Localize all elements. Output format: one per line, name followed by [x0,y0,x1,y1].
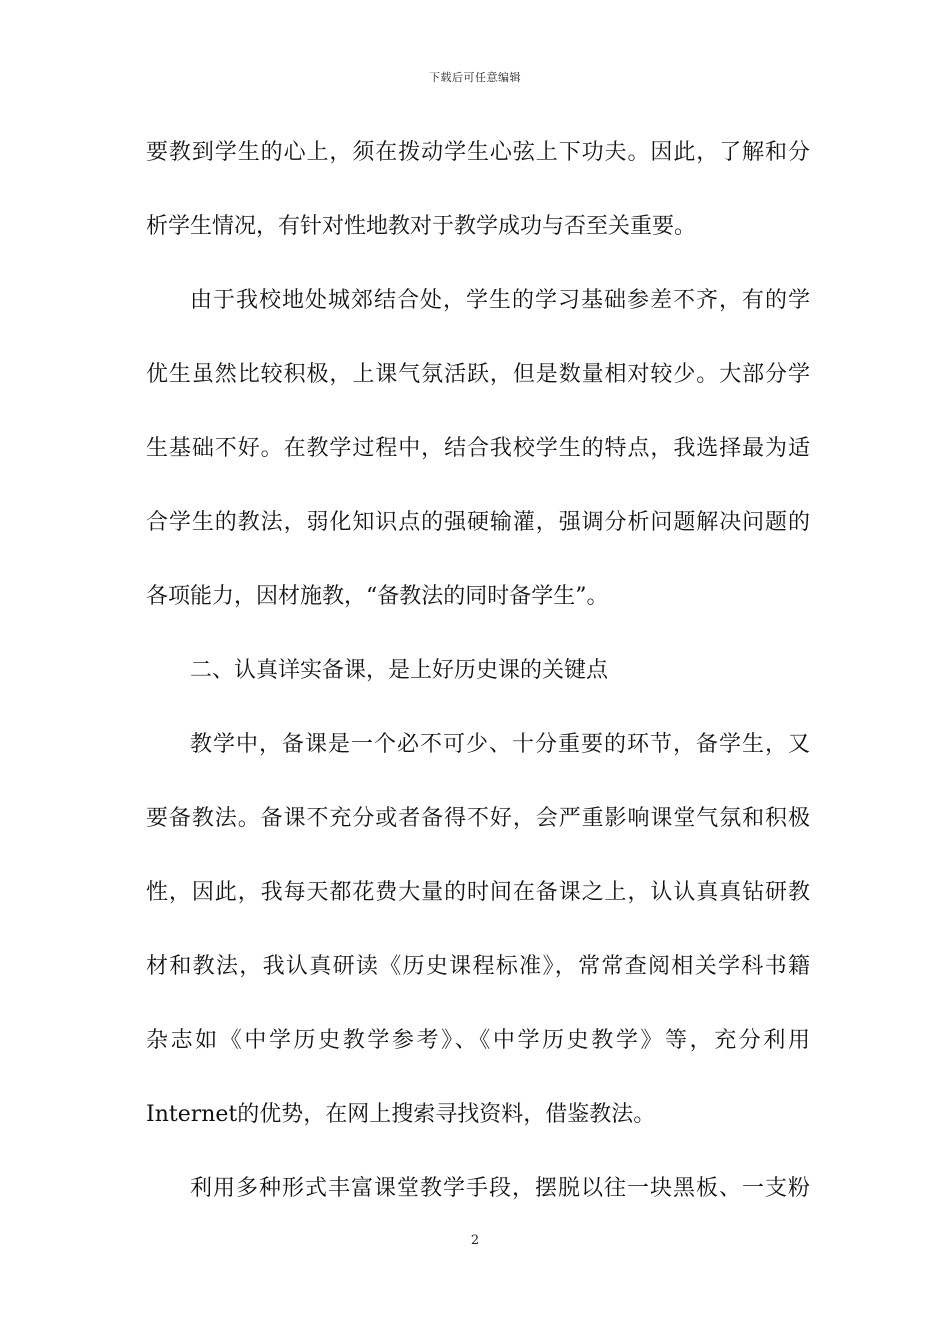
page-number: 2 [470,1233,480,1248]
text-line: 材和教法，我认真研读《历史课程标准》，常常查阅相关学科书籍 [146,954,810,979]
text-line: 优生虽然比较积极，上课气氛活跃，但是数量相对较少。大部分学 [146,362,810,387]
text-line: 合学生的教法，弱化知识点的强硬输灌，强调分析问题解决问题的 [146,510,810,535]
text-line: 各项能力，因材施教，“备教法的同时备学生”。 [146,584,609,609]
text-line: Internet的优势，在网上搜索寻找资料，借鉴教法。 [146,1102,656,1127]
text-line: 教学中，备课是一个必不可少、十分重要的环节，备学生，又 [190,732,810,757]
text-line: 利用多种形式丰富课堂教学手段，摆脱以往一块黑板、一支粉 [190,1176,810,1201]
text-line: 要教到学生的心上，须在拨动学生心弦上下功夫。因此，了解和分 [146,140,810,165]
text-line: 二、认真详实备课，是上好历史课的关键点 [190,658,609,683]
body-text [146,128,810,1238]
text-line: 杂志如《中学历史教学参考》、《中学历史教学》等，充分利用 [146,1028,810,1053]
page-header: 下载后可任意编辑 [429,71,521,84]
text-line: 要备教法。备课不充分或者备得不好，会严重影响课堂气氛和积极 [146,806,810,831]
text-line: 生基础不好。在教学过程中，结合我校学生的特点，我选择最为适 [146,436,810,461]
text-line: 由于我校地处城郊结合处，学生的学习基础参差不齐，有的学 [190,288,810,313]
text-line: 性，因此，我每天都花费大量的时间在备课之上，认认真真钻研教 [146,880,810,905]
text-line: 析学生情况，有针对性地教对于教学成功与否至关重要。 [146,214,697,239]
